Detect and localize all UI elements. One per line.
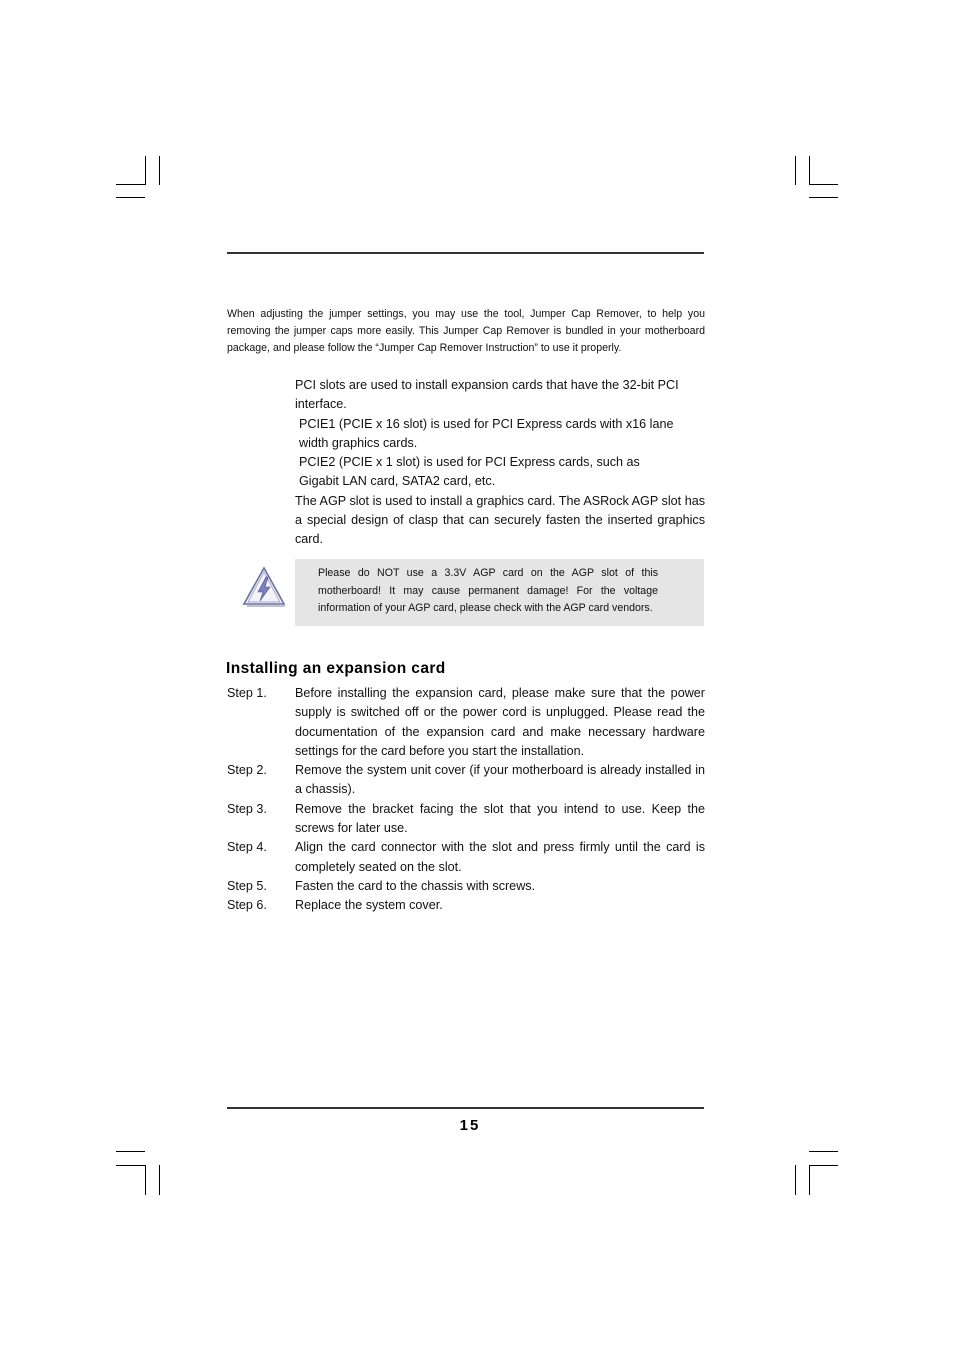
step-label: Step 5. (227, 878, 267, 893)
agp-warning-note (295, 559, 704, 626)
step-text: Replace the system cover. (295, 898, 443, 913)
section-heading: Installing an expansion card (226, 660, 446, 677)
header-rule (227, 252, 704, 254)
pcie2-slot-text-line2: Gigabit LAN card, SATA2 card, etc. (299, 474, 496, 489)
pci-slot-text: PCI slots are used to install expansion cards that have the 32-bit PCI interface. (295, 378, 679, 412)
footer-rule (227, 1107, 704, 1109)
step-text: Before installing the expansion card, please make sure that the power supply is switched off or the power cord is unplugged. Please read the documentation of the expansion card and make necessary hardware settings for the card before you start the installation. (295, 686, 705, 758)
slot-description (295, 376, 705, 550)
step-item (227, 761, 705, 800)
step-item (227, 800, 705, 839)
intro-paragraph: When adjusting the jumper settings, you may use the tool, Jumper Cap Remover, to help you removing the jumper caps more easily. This Jumper Cap Remover is bundled in your motherboard package, and please follow the “Jumper Cap Remover Instruction” to use it properly. (227, 308, 705, 354)
installation-steps (227, 684, 705, 916)
step-label: Step 1. (227, 686, 267, 700)
step-item (227, 896, 705, 915)
step-label: Step 2. (227, 763, 267, 778)
pcie2-slot-text-line1: PCIE2 (PCIE x 1 slot) is used for PCI Express cards, such as (299, 455, 640, 470)
jumper-cap-intro (227, 306, 705, 357)
step-text: Remove the bracket facing the slot that you intend to use. Keep the screws for later use. (295, 801, 705, 836)
step-item (227, 684, 705, 761)
step-label: Step 6. (227, 898, 267, 913)
page-number: 15 (459, 1117, 481, 1134)
agp-slot-text: The AGP slot is used to install a graphics card. The ASRock AGP slot has a special design of clasp that can securely fasten the inserted graphics card. (295, 493, 705, 547)
step-item (227, 838, 705, 877)
step-text: Remove the system unit cover (if your motherboard is already installed in a chassis). (295, 763, 705, 797)
step-text: Fasten the card to the chassis with screws. (295, 878, 536, 893)
warning-icon (240, 562, 288, 610)
step-text: Align the card connector with the slot and press firmly until the card is completely seated on the slot. (295, 840, 705, 874)
step-item (227, 877, 705, 896)
agp-warning-text: Please do NOT use a 3.3V AGP card on the AGP slot of this motherboard! It may cause permanent damage! For the voltage information of your AGP card, please check with the AGP card vendors. (318, 567, 658, 614)
pcie1-slot-text: PCIE1 (PCIE x 16 slot) is used for PCI Express cards with x16 lane width graphics cards. (299, 416, 674, 450)
step-label: Step 4. (227, 840, 267, 855)
step-label: Step 3. (227, 801, 267, 816)
